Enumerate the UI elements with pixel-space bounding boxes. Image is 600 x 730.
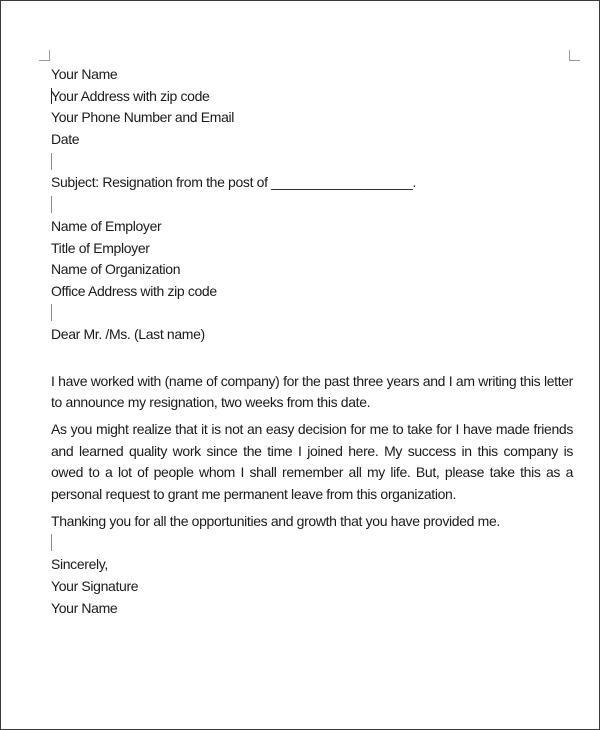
blank-line [51,349,573,371]
paragraph-marker [51,534,52,551]
sender-phone-email: Your Phone Number and Email [51,109,235,126]
body-paragraph-1: I have worked with (name of company) for the past three years and I am writing this letter to announce my resignation, two weeks from this date. [51,372,573,411]
sender-address-line [51,86,573,108]
body-paragraph-2: As you might realize that it is not an easy decision for me to take for I have made friends and learned quality work since the time I joined here. My success in this company is owed to a lot of people whom I shall remember all my life. But, please take this as a personal request to grant me permanent leave from this organization. [51,421,573,503]
margin-corner-top-left [39,50,50,61]
empty-paragraph [51,533,573,555]
signature-line: Your Signature [51,577,139,594]
office-address: Office Address with zip code [51,282,217,299]
sender-name: Your Name [51,66,118,82]
employer-name: Name of Employer [51,217,162,234]
paragraph-marker [51,304,52,321]
empty-paragraph [51,303,573,325]
salutation: Dear Mr. /Ms. (Last name) [51,326,205,343]
letter-body[interactable] [51,64,573,619]
paragraph-marker [51,196,52,213]
closing-name: Your Name [51,599,118,616]
empty-paragraph [51,194,573,216]
margin-corner-top-right [569,50,580,61]
employer-title: Title of Employer [51,239,150,256]
closing: Sincerely, [51,556,108,573]
subject-line: Subject: Resignation from the post of ___________________. [51,174,416,191]
body-paragraph-3: Thanking you for all the opportunities and growth that you have provided me. [51,512,500,529]
sender-address: Your Address with zip code [51,87,210,104]
organization-name: Name of Organization [51,261,181,278]
paragraph-marker [51,153,52,170]
letter-date: Date [51,131,80,148]
empty-paragraph [51,151,573,173]
